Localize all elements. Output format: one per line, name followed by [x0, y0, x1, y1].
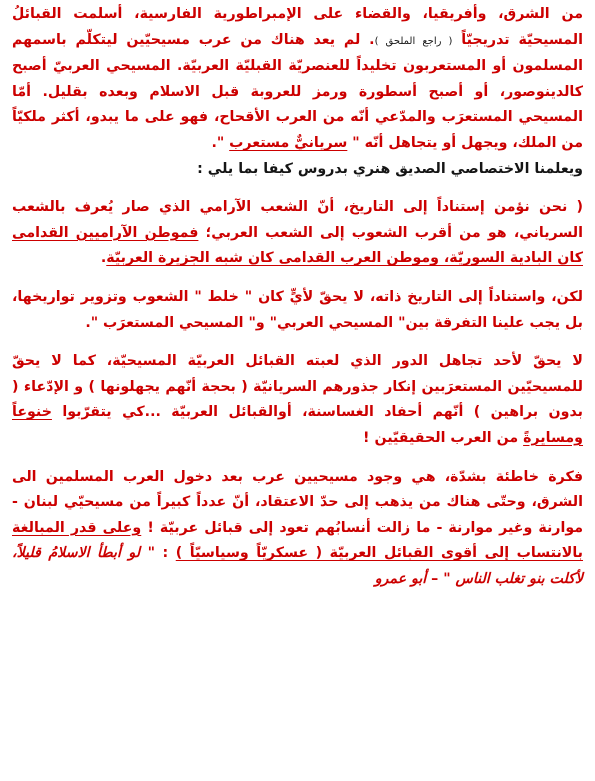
paragraph-text: : "	[140, 545, 176, 562]
paragraph-gap	[12, 452, 583, 465]
underlined-text: خنوعاً ومسايرةً	[12, 404, 583, 446]
paragraph-text: ويعلمنا الاختصاصي الصديق هنري بدروس كيفا بما يلي :	[197, 160, 583, 177]
paragraph-gap	[12, 182, 583, 195]
paragraph-text: ( راجع الملحق )	[374, 35, 453, 47]
underlined-text: فموطن الآراميين القدامى كان البادية السوريّة، وموطن العرب القدامى كان شبه الجزيرة العربيّة	[12, 224, 583, 267]
paragraph-text: ".	[211, 134, 230, 151]
paragraph-text: " –	[426, 570, 456, 587]
paragraph-gap	[12, 336, 583, 349]
paragraph-5	[12, 349, 583, 451]
underlined-text: وعلى قدر المبالغة بالانتساب إلى أقوى القبائل العربيّة ( عسكريّاً وسياسيّاً )	[12, 519, 584, 562]
quote-text: لو أبطأ الاسلامُ قليلاً، لأكلت بنو تغلب الناس	[12, 545, 583, 587]
paragraph-3	[12, 195, 583, 272]
paragraph-text: .	[100, 250, 107, 267]
quote-text: أبو عمرو	[374, 570, 427, 587]
paragraph-text: ( نحن نؤمن إستناداً إلى التاريخ، أنّ الشعب الآرامي الذي صار يُعرف بالشعب السرياني، هو من أقرب الشعوب إلى الشعب العربي؛	[12, 199, 583, 241]
paragraph-text: فكرة خاطئة بشدّة، هي وجود مسيحيين عرب بعد دخول العرب المسلمين الى الشرق، وحتّى هناك من يذهب إلى حدّ الاعتقاد، أنّ عدداً كبيراً من مسيحيّي لبنان - موارنة وغير موارنة - ما زالت أنسابُهم تعود إلى قبائل عربيّة !	[12, 468, 583, 536]
paragraph-text: من العرب الحقيقيّين !	[363, 429, 524, 446]
paragraph-1	[12, 2, 583, 157]
paragraph-text: لكن، واستناداً إلى التاريخ ذاته، لا يحقّ لأيٍّ كان " خلط " الشعوب وتزوير تواريخها، بل يجب علينا التفرقة بين" المسيحي العربي" و" المسيحي المستعرَب ".	[12, 288, 583, 331]
paragraph-text: من الشرق، وأفريقيا، والقضاء على الإمبراطورية الفارسية، أسلمت القبائلُ المسيحيّة تدريجيّاً	[12, 6, 583, 48]
paragraph-gap	[12, 272, 583, 285]
paragraph-2	[12, 157, 583, 183]
paragraph-6	[12, 465, 583, 593]
underlined-text: سريانيٌّ مستعرب	[229, 134, 348, 151]
paragraph-text: . لم يعد هناك من عرب مسيحيّين ليتكلّم باسمهم المسلمون أو المستعربون تخليداً للعنصريّة القبليّة العربيّة. المسيحي العربيّ أصبح كالدينوصور، أو أصبح أسطورة ورمز للعروبة قبل الاسلام وبعده بقليل. أمّا المسيحي المستعرَب والمدّعي أنّه من العرب الأقحاح، فهو على ما يبدو، أكثر ملكيّاً من الملك، ويجهل أو يتجاهل أنّه "	[12, 31, 583, 151]
paragraph-4	[12, 285, 583, 336]
paragraph-text: لا يحقّ لأحد تجاهل الدور الذي لعبته القبائل العربيّة المسيحيّة، كما لا يحقّ للمسيحيّين المستعرَبين إنكار جذورهم السريانيّة ( بحجة أنّهم يجهلونها ) و الإدّعاء ( بدون براهين ) أنّهم أحفاد الغساسنة، أوالقبائل العربيّة ...كي يتقرّبوا	[12, 353, 583, 421]
